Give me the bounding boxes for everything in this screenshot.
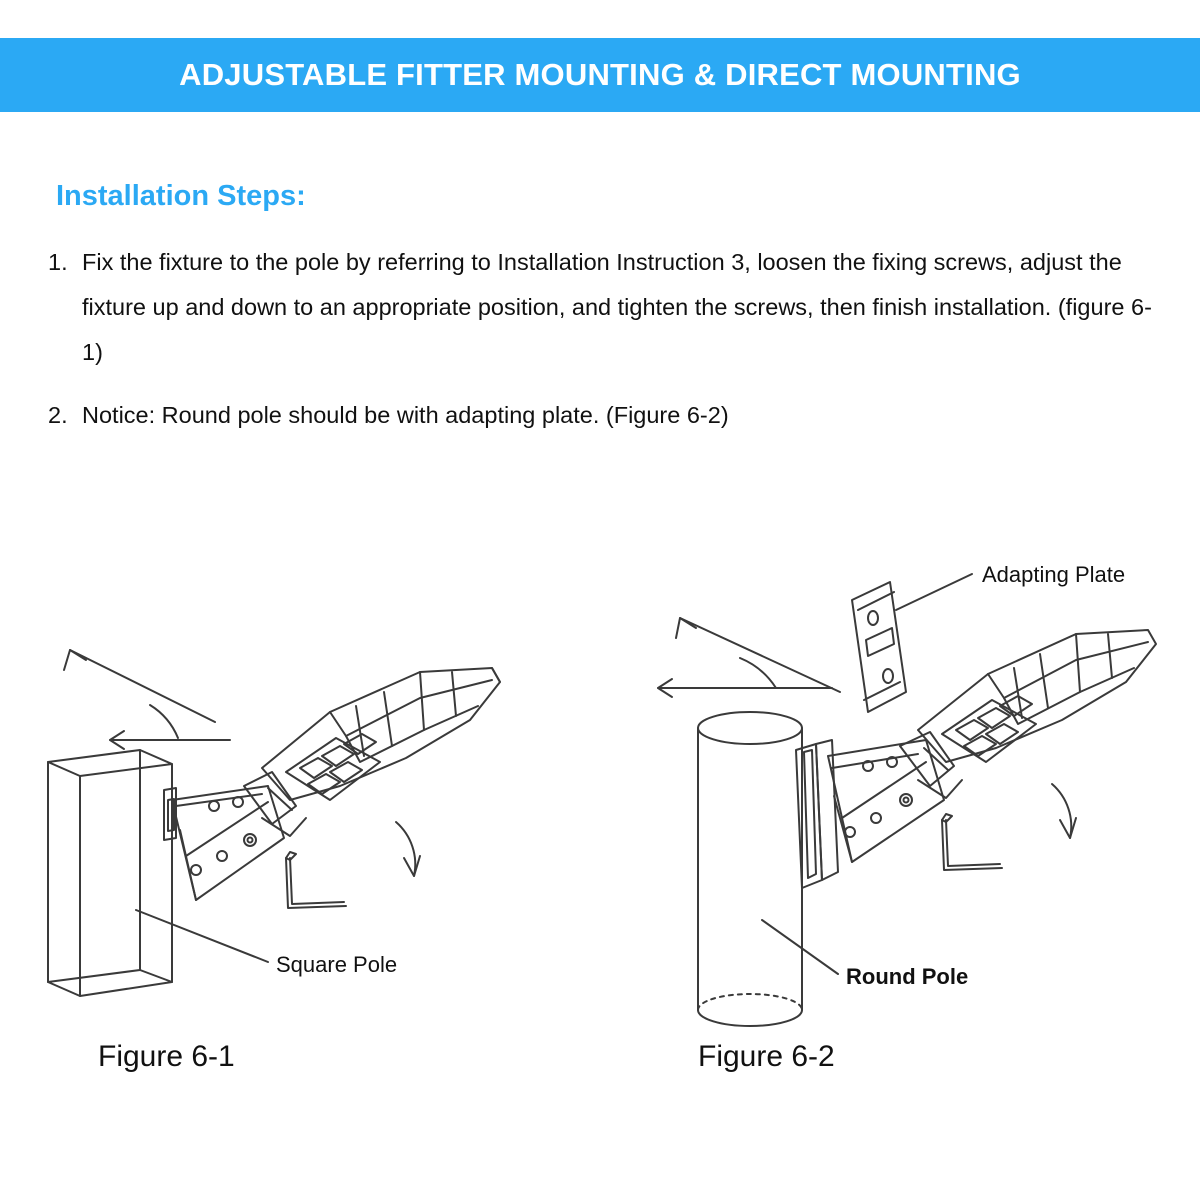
rotation-arrow-icon bbox=[396, 822, 420, 876]
callout-leader-line bbox=[136, 910, 268, 962]
step-number: 1. bbox=[48, 249, 68, 275]
step-text: Notice: Round pole should be with adapting plate. (Figure 6-2) bbox=[82, 402, 729, 428]
installation-steps-heading: Installation Steps: bbox=[56, 180, 306, 212]
rotation-arrow-icon bbox=[1052, 784, 1076, 838]
led-panel-shape bbox=[942, 696, 1036, 762]
list-item bbox=[48, 393, 1158, 438]
led-panel-shape bbox=[286, 734, 380, 800]
figure-6-1-illustration bbox=[0, 500, 600, 1140]
callout-leader-line-adapting-plate bbox=[896, 574, 972, 610]
angle-indicator-icon bbox=[658, 618, 840, 697]
figures-container bbox=[0, 500, 1200, 1140]
callout-leader-line-round-pole bbox=[762, 920, 838, 974]
callout-label-square-pole: Square Pole bbox=[276, 952, 398, 977]
figure-6-2 bbox=[600, 500, 1200, 1140]
callout-label-round-pole: Round Pole bbox=[846, 964, 969, 989]
angle-indicator-icon bbox=[64, 650, 230, 749]
fitter-arm-shape bbox=[828, 740, 944, 862]
adapting-plate-shape bbox=[852, 582, 906, 712]
header-banner bbox=[0, 38, 1200, 112]
hex-key-icon bbox=[942, 814, 1002, 870]
step-number: 2. bbox=[48, 402, 68, 428]
list-item bbox=[48, 240, 1158, 375]
fitter-arm-shape bbox=[164, 786, 284, 900]
step-text: Fix the fixture to the pole by referring to Installation Instruction 3, loosen the fixing screws, adjust the fixture up and down to an appropriate position, and tighten the screws, then finish installation. (figure 6-1) bbox=[82, 249, 1152, 365]
figure-caption: Figure 6-1 bbox=[98, 1040, 235, 1073]
callout-label-adapting-plate: Adapting Plate bbox=[982, 562, 1126, 587]
figure-6-1 bbox=[0, 500, 600, 1140]
page-title: ADJUSTABLE FITTER MOUNTING & DIRECT MOUNTING bbox=[179, 57, 1021, 92]
hex-key-icon bbox=[286, 852, 346, 908]
figure-6-2-illustration bbox=[600, 500, 1200, 1140]
square-pole-shape bbox=[48, 750, 172, 996]
installation-steps-list bbox=[48, 240, 1158, 456]
figure-caption: Figure 6-2 bbox=[698, 1040, 835, 1073]
round-pole-shape bbox=[698, 712, 802, 1026]
